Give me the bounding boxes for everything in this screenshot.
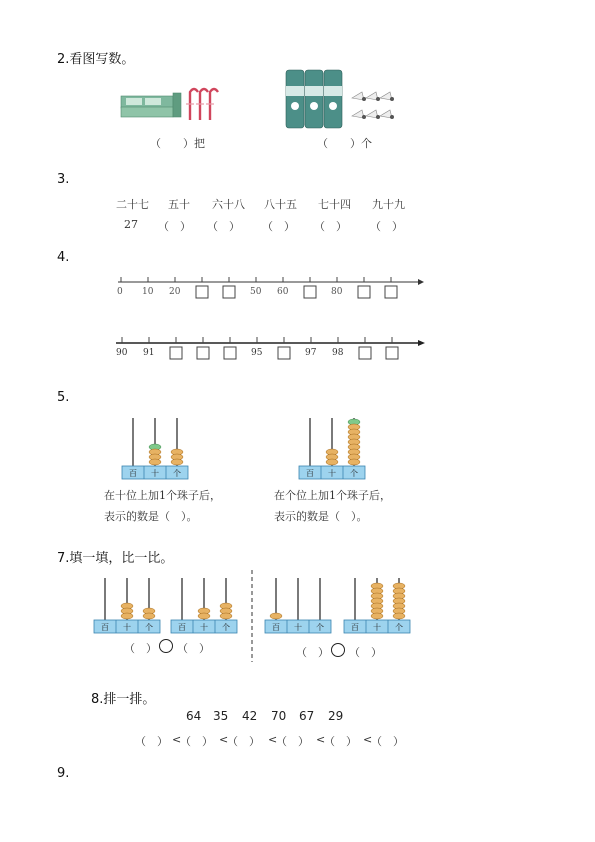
q7-b-label-ones: 个: [222, 623, 230, 632]
q7-d-label-ones: 个: [395, 623, 403, 632]
q7-c-label-hundreds: 百: [272, 623, 280, 632]
q9-number: 9.: [57, 766, 70, 781]
q3-word-4: 八十五: [264, 198, 297, 211]
q2-left-answer-blank[interactable]: （ ）把: [150, 137, 205, 150]
q2-right-answer-blank[interactable]: （ ）个: [317, 137, 372, 150]
number-line-1-label-50: 50: [250, 287, 262, 297]
q5-right-prompt-line-2[interactable]: 表示的数是（ ）。: [274, 510, 368, 523]
q3-word-2: 五十: [168, 198, 190, 211]
q8-number-6: 29: [328, 709, 344, 723]
q8-number-5: 67: [299, 709, 315, 723]
q7-d-label-hundreds: 百: [351, 623, 359, 632]
q3-word-3: 六十八: [212, 198, 245, 211]
q3-answer-4[interactable]: （ ）: [262, 220, 295, 233]
q7-blank-a[interactable]: （ ）: [124, 642, 157, 655]
q8-number-1: 64: [186, 709, 202, 723]
q5-left-label-tens: 十: [151, 469, 159, 478]
number-line-1-label-0: 0: [117, 287, 123, 297]
q7-title: 7.填一填，比一比。: [57, 551, 174, 566]
q5-left-label-ones: 个: [173, 469, 181, 478]
q3-answer-2[interactable]: （ ）: [158, 220, 191, 233]
number-line-2-label-91: 91: [143, 348, 155, 358]
q8-lt-2: <: [219, 733, 229, 746]
number-line-2-label-98: 98: [332, 348, 344, 358]
q5-right-label-ones: 个: [350, 469, 358, 478]
q5-right-label-hundreds: 百: [306, 469, 314, 478]
q7-blank-b[interactable]: （ ）: [177, 642, 210, 655]
q7-a-label-hundreds: 百: [101, 623, 109, 632]
q7-compare-circle-right[interactable]: [332, 644, 345, 657]
q8-lt-3: <: [268, 733, 278, 746]
q8-blank-1[interactable]: （ ）: [135, 735, 168, 748]
q3-answer-6[interactable]: （ ）: [370, 220, 403, 233]
q3-answer-3[interactable]: （ ）: [207, 220, 240, 233]
q7-c-label-ones: 个: [316, 623, 324, 632]
q3-answer-5[interactable]: （ ）: [314, 220, 347, 233]
q2-title: 2.看图写数。: [57, 52, 135, 67]
q8-blank-4[interactable]: （ ）: [276, 735, 309, 748]
q5-number: 5.: [57, 390, 70, 405]
number-line-2-label-90: 90: [116, 348, 128, 358]
q4-number: 4.: [57, 250, 70, 265]
q8-lt-1: <: [172, 733, 182, 746]
number-line-1-label-20: 20: [169, 287, 181, 297]
q3-word-6: 九十九: [372, 198, 405, 211]
number-line-2-label-95: 95: [251, 348, 263, 358]
q7-compare-circle-left[interactable]: [160, 640, 173, 653]
q8-blank-3[interactable]: （ ）: [227, 735, 260, 748]
q7-a-label-ones: 个: [145, 623, 153, 632]
q8-number-2: 35: [213, 709, 229, 723]
q3-number: 3.: [57, 172, 70, 187]
q7-blank-c[interactable]: （ ）: [296, 646, 329, 659]
q5-left-prompt-line-1: 在十位上加1个珠子后，: [104, 489, 221, 502]
q8-blank-6[interactable]: （ ）: [371, 735, 404, 748]
q5-left-prompt-line-2[interactable]: 表示的数是（ ）。: [104, 510, 198, 523]
q7-blank-d[interactable]: （ ）: [349, 646, 382, 659]
q8-title: 8.排一排。: [91, 692, 156, 707]
q7-b-label-hundreds: 百: [178, 623, 186, 632]
q3-answer-1: 27: [124, 218, 138, 231]
q7-d-label-tens: 十: [373, 623, 381, 632]
q7-c-label-tens: 十: [294, 623, 302, 632]
number-line-1-label-10: 10: [142, 287, 154, 297]
q8-blank-5[interactable]: （ ）: [324, 735, 357, 748]
q5-left-label-hundreds: 百: [129, 469, 137, 478]
q3-word-1: 二十七: [116, 198, 149, 211]
q8-blank-2[interactable]: （ ）: [180, 735, 213, 748]
q8-lt-5: <: [363, 733, 373, 746]
q5-right-prompt-line-1: 在个位上加1个珠子后，: [274, 489, 391, 502]
q3-word-5: 七十四: [318, 198, 351, 211]
q7-a-label-tens: 十: [123, 623, 131, 632]
q5-right-label-tens: 十: [328, 469, 336, 478]
q8-lt-4: <: [316, 733, 326, 746]
number-line-2-label-97: 97: [305, 348, 317, 358]
q8-number-4: 70: [271, 709, 287, 723]
number-line-1-label-60: 60: [277, 287, 289, 297]
number-line-1-label-80: 80: [331, 287, 343, 297]
q7-b-label-tens: 十: [200, 623, 208, 632]
q8-number-3: 42: [242, 709, 258, 723]
